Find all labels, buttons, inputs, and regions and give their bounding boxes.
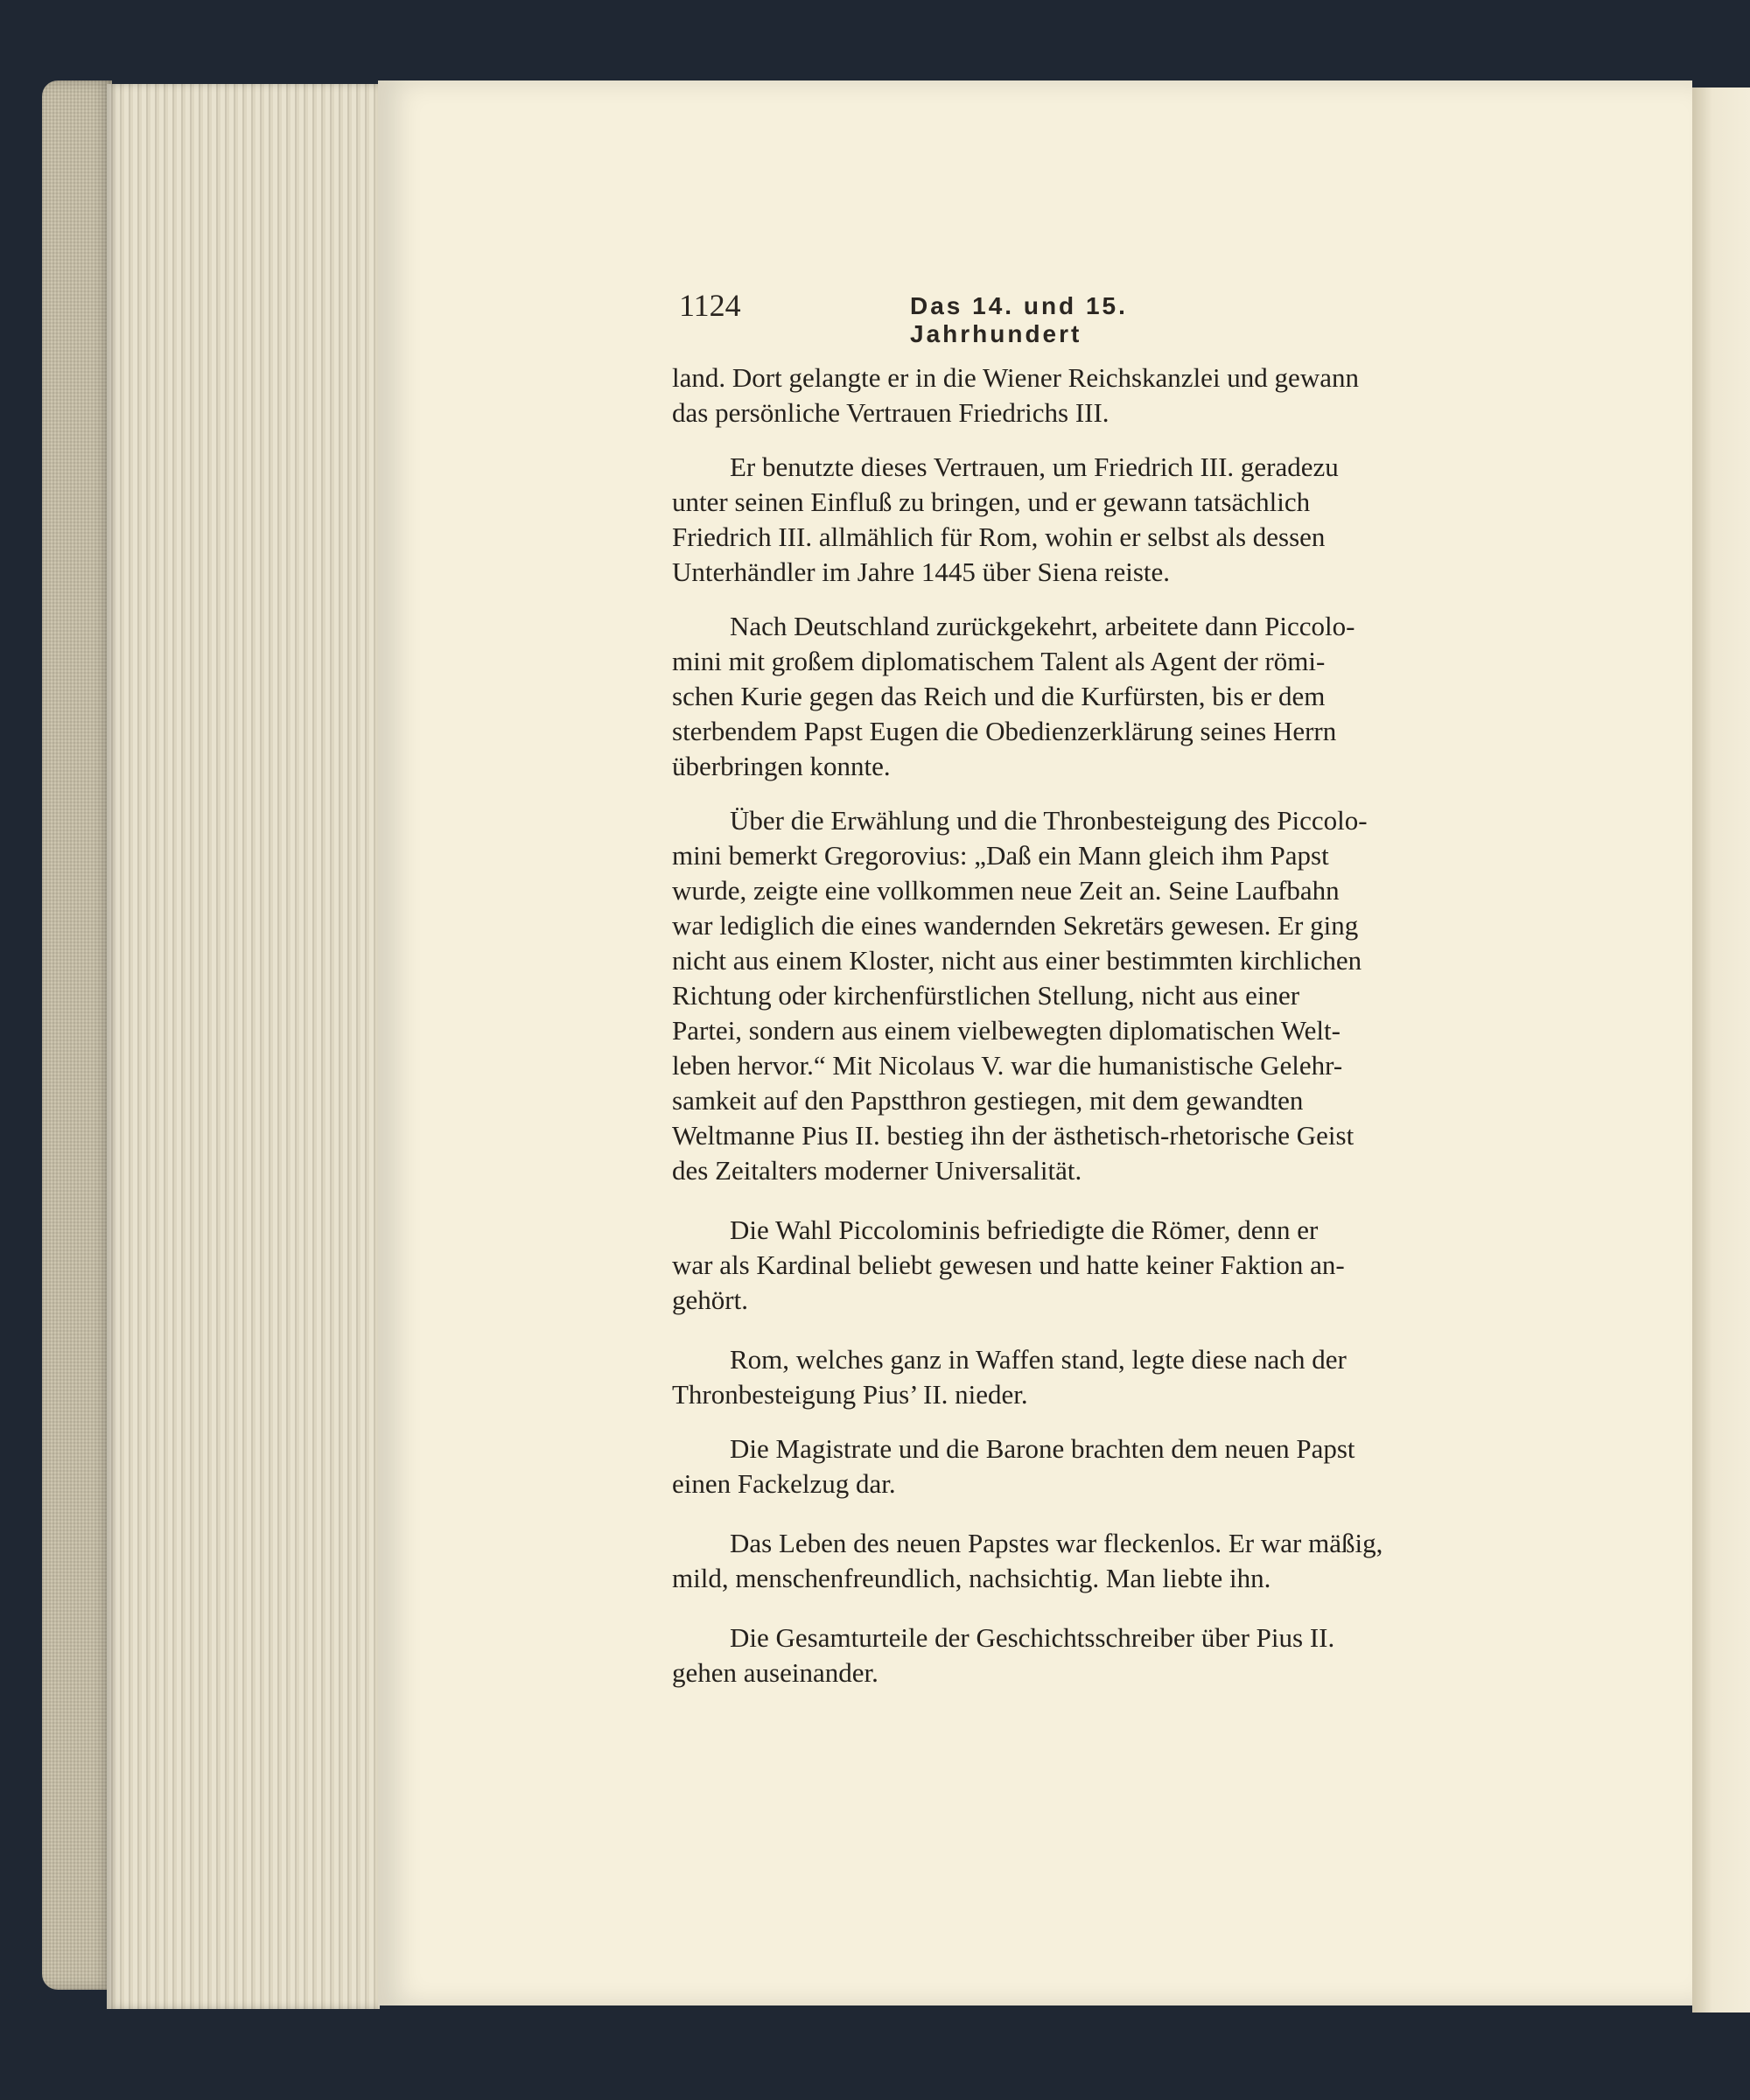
text-line: mini mit großem diplomatischem Talent als Agent der römi-: [672, 646, 1326, 676]
text-line: Nach Deutschland zurückgekehrt, arbeitete dann Piccolo-: [730, 611, 1355, 641]
text-line: Das Leben des neuen Papstes war fleckenlos. Er war mäßig,: [730, 1528, 1383, 1558]
paragraph: [672, 609, 1503, 784]
page-edges: [107, 84, 380, 2009]
text-line: das persönliche Vertrauen Friedrichs III.: [672, 397, 1110, 428]
paragraph: [672, 450, 1503, 590]
paragraph: [672, 1432, 1503, 1502]
text-line: Thronbesteigung Pius’ II. nieder.: [672, 1379, 1028, 1410]
body-text: [672, 360, 1503, 1690]
text-line: Richtung oder kirchenfürstlichen Stellung, nicht aus einer: [672, 980, 1300, 1011]
text-line: sterbendem Papst Eugen die Obedienzerklärung seines Herrn: [672, 716, 1337, 746]
page-header: [679, 287, 1274, 347]
book-spine: [42, 80, 112, 1990]
text-line: Partei, sondern aus einem vielbewegten diplomatischen Welt-: [672, 1015, 1340, 1046]
running-head: Das 14. und 15. Jahrhundert: [910, 292, 1128, 347]
text-line: Die Wahl Piccolominis befriedigte die Römer, denn er: [730, 1214, 1319, 1245]
page-number: 1124: [679, 288, 741, 323]
text-line: gehen auseinander.: [672, 1657, 878, 1688]
text-line: mini bemerkt Gregorovius: „Daß ein Mann gleich ihm Papst: [672, 840, 1329, 871]
paragraph: [672, 803, 1503, 1188]
text-line: schen Kurie gegen das Reich und die Kurfürsten, bis er dem: [672, 681, 1326, 711]
paragraph: [672, 1526, 1503, 1596]
text-line: Er benutzte dieses Vertrauen, um Friedrich III. geradezu: [730, 452, 1339, 482]
text-line: Die Magistrate und die Barone brachten dem neuen Papst: [730, 1433, 1355, 1464]
text-line: Friedrich III. allmählich für Rom, wohin er selbst als dessen: [672, 522, 1326, 552]
text-line: Über die Erwählung und die Thronbesteigung des Piccolo-: [730, 805, 1368, 836]
text-line: gehört.: [672, 1284, 748, 1315]
paragraph: [672, 1213, 1503, 1318]
text-line: Die Gesamturteile der Geschichtsschreiber über Pius II.: [730, 1622, 1335, 1653]
paragraph: [672, 1342, 1503, 1412]
text-line: Unterhändler im Jahre 1445 über Siena reiste.: [672, 556, 1171, 587]
text-line: einen Fackelzug dar.: [672, 1468, 896, 1499]
text-line: war als Kardinal beliebt gewesen und hatte keiner Faktion an-: [672, 1250, 1345, 1280]
text-line: land. Dort gelangte er in die Wiener Reichskanzlei und gewann: [672, 362, 1359, 393]
text-line: nicht aus einem Kloster, nicht aus einer bestimmten kirchlichen: [672, 945, 1362, 976]
text-line: Weltmanne Pius II. bestieg ihn der ästhetisch-rhetorische Geist: [672, 1120, 1354, 1151]
text-line: leben hervor.“ Mit Nicolaus V. war die humanistische Gelehr-: [672, 1050, 1343, 1081]
text-line: mild, menschenfreundlich, nachsichtig. Man liebte ihn.: [672, 1563, 1271, 1593]
text-line: Rom, welches ganz in Waffen stand, legte diese nach der: [730, 1344, 1347, 1375]
text-line: unter seinen Einfluß zu bringen, und er gewann tatsächlich: [672, 486, 1311, 517]
text-line: des Zeitalters moderner Universalität.: [672, 1155, 1082, 1186]
text-line: war lediglich die eines wandernden Sekretärs gewesen. Er ging: [672, 910, 1359, 941]
text-line: samkeit auf den Papstthron gestiegen, mit dem gewandten: [672, 1085, 1304, 1116]
text-line: wurde, zeigte eine vollkommen neue Zeit an. Seine Laufbahn: [672, 875, 1340, 906]
paragraph: [672, 360, 1503, 430]
paragraph: [672, 1620, 1503, 1690]
facing-page-edge: [1692, 88, 1750, 2012]
text-line: überbringen konnte.: [672, 751, 891, 781]
